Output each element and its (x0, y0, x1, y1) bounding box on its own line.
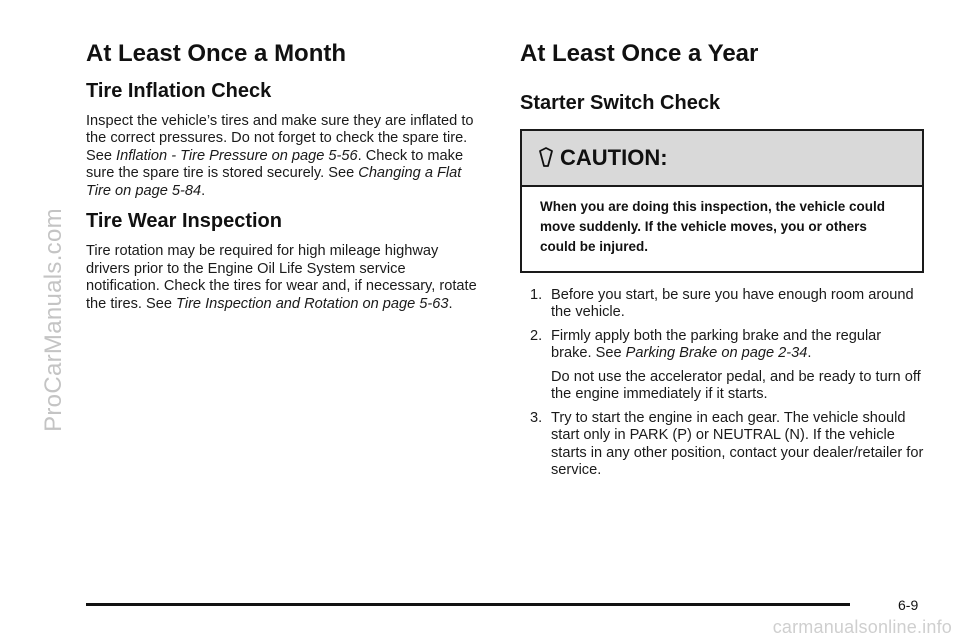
step-subtext: Do not use the accelerator pedal, and be ready to turn off the engine immediately if it starts. (551, 368, 921, 403)
tire-inflation-text-1: Inspect the vehicle’s tires and make sure they are inflated to the correct pressures. Do not forget to check the spare tire. See (86, 112, 474, 164)
tire-wear-text-2: . (448, 295, 453, 312)
step-text-main: Firmly apply both the parking brake and the regular brake. See (551, 327, 882, 362)
starter-switch-heading: Starter Switch Check (520, 91, 721, 114)
step-ref[interactable]: Parking Brake on page 2-34 (625, 345, 808, 362)
caution-label: CAUTION: (560, 144, 668, 170)
caution-text: When you are doing this inspection, the vehicle could move suddenly. If the vehicle moves, you or others could be injured. (540, 198, 886, 254)
tire-inflation-paragraph (86, 113, 478, 201)
caution-box (520, 129, 924, 273)
step-text-end: . (807, 345, 812, 362)
tire-inflation-ref-1[interactable]: Inflation - Tire Pressure on page 5-56 (116, 147, 358, 164)
tire-wear-heading: Tire Wear Inspection (86, 210, 282, 233)
tire-wear-ref-1[interactable]: Tire Inspection and Rotation on page 5-63 (176, 295, 449, 312)
page-number: 6-9 (898, 597, 919, 613)
step-text: Try to start the engine in each gear. The vehicle should start only in PARK (P) or NEUTRAL (N). If the vehicle starts in any other position, contact your dealer/retailer for service. (551, 409, 924, 479)
left-title: At Least Once a Month (86, 40, 347, 67)
step-number: 2. (530, 327, 543, 344)
tire-inflation-text-3: . (201, 182, 206, 199)
steps-list (520, 287, 924, 480)
step-text: Before you start, be sure you have enough room around the vehicle. (551, 286, 914, 321)
tire-inflation-ref-2[interactable]: Changing a Flat Tire on page 5-84 (86, 165, 462, 199)
tire-wear-text-1: Tire rotation may be required for high mileage highway drivers prior to the Engine Oil Life System service notification. Check the tires for wear and, if necessary, rotate the tires. See (86, 243, 477, 312)
tire-wear-paragraph (86, 243, 478, 313)
step-text (551, 328, 924, 363)
caution-icon (538, 146, 554, 170)
left-column (86, 40, 478, 313)
footer-rule (86, 603, 850, 606)
right-column (520, 40, 924, 486)
list-item (520, 410, 924, 480)
step-number: 1. (530, 286, 543, 303)
watermark: ProCarManuals.com (40, 208, 67, 432)
caution-header (522, 131, 922, 187)
step-number: 3. (530, 409, 543, 426)
list-item (520, 287, 924, 322)
tire-inflation-text-2: . Check to make sure the spare tire is stored securely. See (86, 147, 464, 182)
right-title: At Least Once a Year (520, 40, 759, 67)
list-item (520, 328, 924, 404)
site-watermark: carmanualsonline.info (772, 617, 952, 637)
tire-inflation-heading: Tire Inflation Check (86, 79, 272, 102)
